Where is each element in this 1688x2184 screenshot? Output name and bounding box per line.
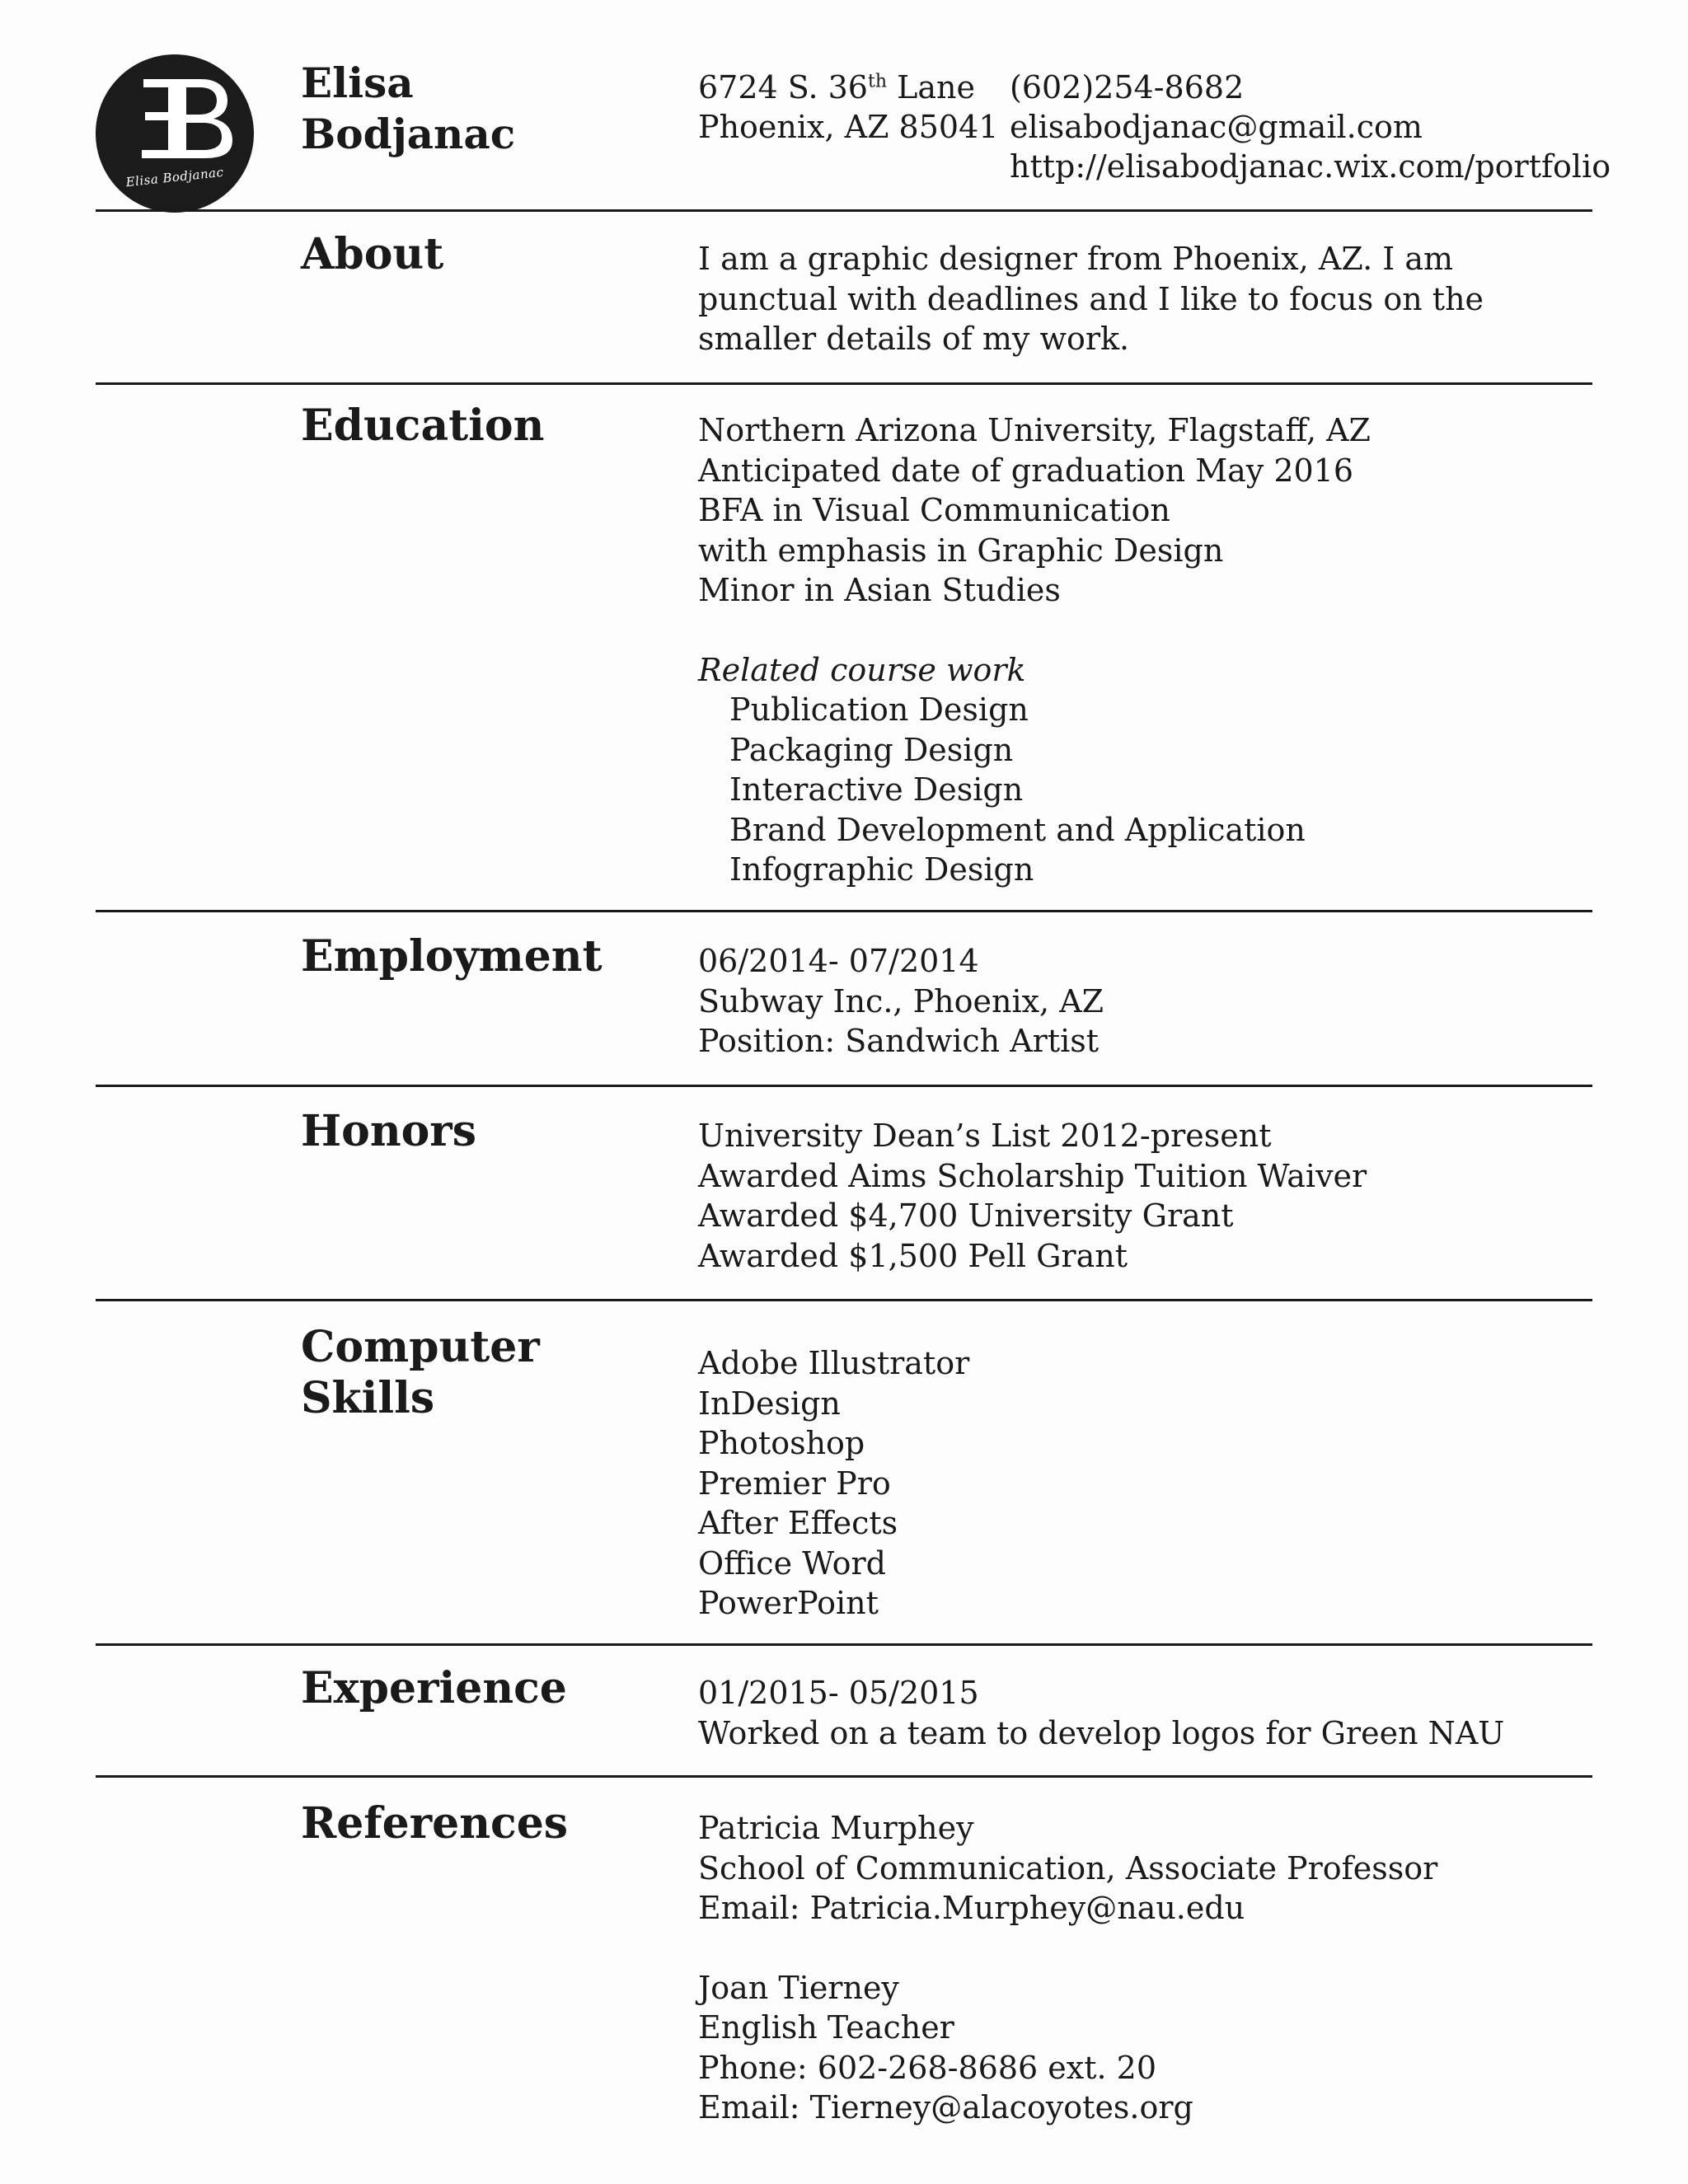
education-line: Minor in Asian Studies <box>698 572 1061 608</box>
section-divider <box>96 382 1592 385</box>
email-link[interactable]: elisabodjanac@gmail.com <box>1010 109 1423 145</box>
section-divider <box>96 910 1592 912</box>
skill-item: Premier Pro <box>698 1465 891 1502</box>
course-item: Brand Development and Application <box>729 811 1306 848</box>
section-divider <box>96 1775 1592 1778</box>
skill-item: Photoshop <box>698 1425 865 1461</box>
reference-line: English Teacher <box>698 2009 954 2046</box>
skill-item: Office Word <box>698 1544 886 1582</box>
employment-details <box>698 941 1104 1062</box>
reference-line: Patricia Murphey <box>698 1810 974 1846</box>
employment-heading: Employment <box>301 931 603 982</box>
references-heading: References <box>301 1798 569 1849</box>
course-item: Interactive Design <box>729 771 1024 808</box>
address-city: Phoenix, AZ 85041 <box>698 109 999 145</box>
education-details <box>698 410 1371 890</box>
experience-heading: Experience <box>301 1663 567 1713</box>
spacer <box>698 1929 1437 1968</box>
course-item: Infographic Design <box>729 851 1034 888</box>
reference-email[interactable]: Email: Tierney@alacoyotes.org <box>698 2089 1193 2125</box>
section-divider <box>96 1085 1592 1087</box>
name-first: Elisa <box>301 59 414 107</box>
honors-list <box>698 1116 1367 1276</box>
employment-line: Position: Sandwich Artist <box>698 1023 1100 1059</box>
education-heading: Education <box>301 401 545 451</box>
education-line: Anticipated date of graduation May 2016 <box>698 452 1354 489</box>
honor-item: University Dean’s List 2012-present <box>698 1118 1272 1154</box>
section-divider <box>96 1299 1592 1301</box>
honors-heading: Honors <box>301 1106 476 1156</box>
reference-phone[interactable]: Phone: 602-268-8686 ext. 20 <box>698 2049 1156 2086</box>
skills-list <box>698 1343 969 1624</box>
honor-item: Awarded $1,500 Pell Grant <box>698 1237 1128 1274</box>
education-line: with emphasis in Graphic Design <box>698 532 1224 569</box>
references-list <box>698 1808 1437 2128</box>
section-divider <box>96 1643 1592 1646</box>
employment-line: Subway Inc., Phoenix, AZ <box>698 982 1104 1019</box>
experience-line: 01/2015- 05/2015 <box>698 1675 979 1711</box>
monogram-logo <box>96 54 254 213</box>
experience-details <box>698 1673 1504 1753</box>
contact-block <box>1010 68 1611 186</box>
about-text: I am a graphic designer from Phoenix, AZ. I am punctual with deadlines and I like to focus on the smaller details of my work. <box>698 241 1484 357</box>
section-divider <box>96 209 1592 212</box>
education-line: BFA in Visual Communication <box>698 492 1170 528</box>
reference-email[interactable]: Email: Patricia.Murphey@nau.edu <box>698 1890 1245 1926</box>
skills-heading: Computer Skills <box>301 1322 540 1423</box>
skill-item: PowerPoint <box>698 1585 879 1621</box>
name-last: Bodjanac <box>301 110 516 158</box>
phone-number[interactable]: (602)254-8682 <box>1010 69 1245 105</box>
experience-line: Worked on a team to develop logos for Green NAU <box>698 1714 1505 1751</box>
address-street-suffix-ordinal: th <box>867 71 887 92</box>
address-street: 6724 S. 36th Lane <box>698 69 975 105</box>
spacer <box>698 611 1371 650</box>
address-block <box>698 68 998 147</box>
course-item: Publication Design <box>729 691 1029 728</box>
employment-line: 06/2014- 07/2014 <box>698 943 979 979</box>
coursework-label: Related course work <box>698 651 1026 688</box>
about-heading: About <box>301 229 444 279</box>
reference-line: Joan Tierney <box>698 1969 899 2006</box>
honor-item: Awarded Aims Scholarship Tuition Waiver <box>698 1157 1367 1194</box>
skill-item: Adobe Illustrator <box>698 1345 970 1381</box>
reference-line: School of Communication, Associate Professor <box>698 1849 1438 1886</box>
honor-item: Awarded $4,700 University Grant <box>698 1197 1234 1234</box>
skill-item: After Effects <box>698 1505 898 1541</box>
education-line: Northern Arizona University, Flagstaff, AZ <box>698 412 1371 448</box>
skill-item: InDesign <box>698 1385 841 1422</box>
logo-script-signature: Elisa Bodjanac <box>124 164 225 190</box>
course-item: Packaging Design <box>729 731 1014 768</box>
applicant-name <box>301 58 515 160</box>
portfolio-link[interactable]: http://elisabodjanac.wix.com/portfolio <box>1010 148 1611 185</box>
